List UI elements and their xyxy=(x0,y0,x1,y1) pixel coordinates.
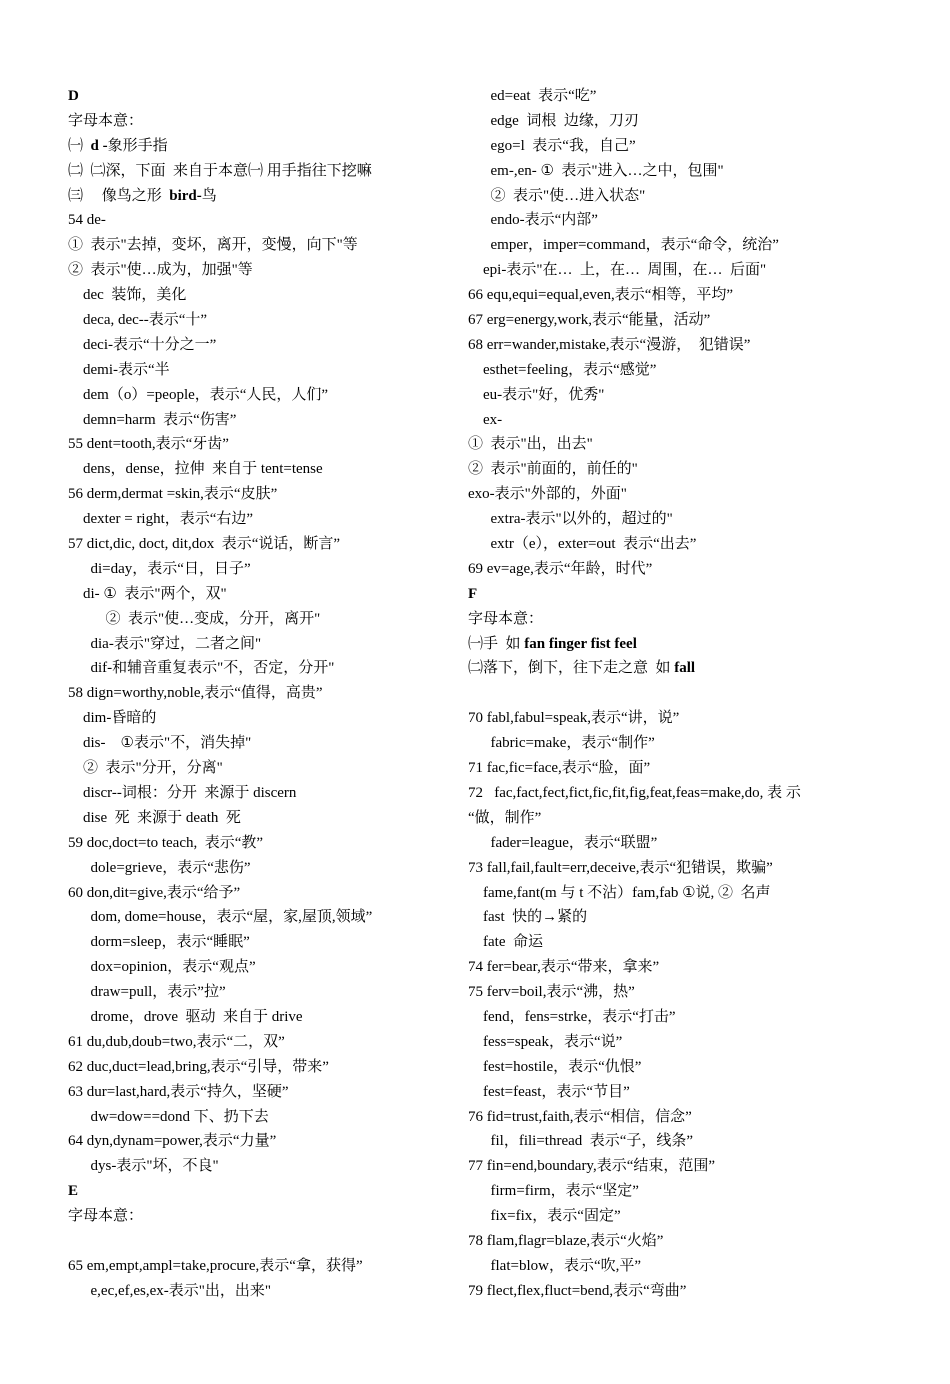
entry-line: 59 doc,doct=to teach, 表示“教” xyxy=(68,834,264,851)
entry-line: dens，dense，拉伸 来自于 tent=tense xyxy=(68,461,323,478)
entry-line xyxy=(68,184,468,209)
entry-line: dif-和辅音重复表示"不，否定，分开" xyxy=(68,660,335,677)
entry-line: 57 dict,dic, doct, dit,dox 表示“说话，断言” xyxy=(68,536,341,553)
entry-line: dw=dow==dond 下、扔下去 xyxy=(68,1108,269,1125)
entry-line: extr（e），exter=out 表示“出去” xyxy=(468,536,697,553)
entry-line: 68 err=wander,mistake,表示“漫游， 犯错误” xyxy=(468,336,751,353)
blank-line xyxy=(68,1229,468,1254)
entry-line: 74 fer=bear,表示“带来，拿来” xyxy=(468,959,660,976)
entry-line: dia-表示"穿过，二者之间" xyxy=(68,635,262,652)
entry-line: fader=league，表示“联盟” xyxy=(468,834,658,851)
entry-line: 56 derm,dermat =skin,表示“皮肤” xyxy=(68,486,278,503)
entry-line: fast 快的→紧的 xyxy=(468,909,588,926)
entry-line: 61 du,dub,doub=two,表示“二，双” xyxy=(68,1033,285,1050)
entry-line: “做，制作” xyxy=(468,809,542,826)
entry-text-tail: 象形手指 xyxy=(107,137,168,154)
entry-line: 字母本意： xyxy=(68,112,144,129)
entry-line: 66 equ,equi=equal,even,表示“相等，平均” xyxy=(468,287,734,304)
entry-line: ② 表示"使…变成，分开，离开" xyxy=(68,610,321,627)
entry-line: 63 dur=last,hard,表示“持久，坚硬” xyxy=(68,1083,289,1100)
entry-line: dem（o）=people，表示“人民，人们” xyxy=(68,386,329,403)
entry-line: dox=opinion，表示“观点” xyxy=(68,959,256,976)
entry-line: ex- xyxy=(468,411,503,428)
entry-line: deci-表示“十分之一” xyxy=(68,336,217,353)
entry-text: ㈠ xyxy=(68,137,91,154)
entry-line: 55 dent=tooth,表示“牙齿” xyxy=(68,436,229,453)
entry-line: di- ① 表示"两个，双" xyxy=(68,585,227,602)
entry-line: fest=feast，表示“节目” xyxy=(468,1083,630,1100)
entry-line: 70 fabl,fabul=speak,表示“讲，说” xyxy=(468,710,680,727)
entry-line: 76 fid=trust,faith,表示“相信，信念” xyxy=(468,1108,692,1125)
entry-text: ㈠手 如 xyxy=(468,635,525,652)
entry-line: fabric=make，表示“制作” xyxy=(468,735,655,752)
entry-line: e,ec,ef,es,ex-表示"出，出来" xyxy=(68,1282,272,1299)
entry-text-tail: 鸟 xyxy=(201,187,217,204)
bold-example: bird- xyxy=(169,187,202,204)
entry-line xyxy=(68,134,468,159)
entry-line: fame,fant(m 与 t 不沾）fam,fab ①说, ② 名声 xyxy=(468,884,771,901)
entry-line: dexter = right，表示“右边” xyxy=(68,511,254,528)
left-column xyxy=(68,84,468,1304)
bold-example: fan finger fist feel xyxy=(524,635,637,652)
entry-line: em-,en- ① 表示"进入…之中，包围" xyxy=(468,162,724,179)
entry-line: emper，imper=command，表示“命令，统治” xyxy=(468,237,779,254)
entry-text: ㈢ 像鸟之形 xyxy=(68,187,170,204)
entry-line: di=day，表示“日，日子” xyxy=(68,560,251,577)
entry-line: 62 duc,duct=lead,bring,表示“引导，带来” xyxy=(68,1058,329,1075)
entry-line: 64 dyn,dynam=power,表示“力量” xyxy=(68,1133,277,1150)
entry-line: flat=blow，表示“吹,平” xyxy=(468,1257,642,1274)
entry-line: draw=pull，表示”拉” xyxy=(68,984,226,1001)
entry-line: ② 表示"使…成为，加强"等 xyxy=(68,262,253,279)
bold-example: d - xyxy=(90,137,108,154)
section-letter: D xyxy=(68,88,79,104)
entry-line: ed=eat 表示“吃” xyxy=(468,88,597,104)
entry-line: 65 em,empt,ampl=take,procure,表示“拿，获得” xyxy=(68,1257,363,1274)
entry-line: 60 don,dit=give,表示“给予” xyxy=(68,884,241,901)
entry-line: demn=harm 表示“伤害” xyxy=(68,411,237,428)
entry-line: edge 词根 边缘，刀刃 xyxy=(468,112,639,129)
section-letter: E xyxy=(68,1183,79,1200)
section-letter: F xyxy=(468,585,478,602)
entry-line: 78 flam,flagr=blaze,表示“火焰” xyxy=(468,1232,664,1249)
entry-line: dom, dome=house，表示“屋，家,屋顶,领域” xyxy=(68,909,373,926)
entry-line: 71 fac,fic=face,表示“脸，面” xyxy=(468,760,651,777)
entry-line: dis- ①表示"不，消失掉" xyxy=(68,735,252,752)
entry-line: dim-昏暗的 xyxy=(68,710,157,727)
entry-line: ② 表示"分开，分离" xyxy=(68,760,223,777)
entry-line: ① 表示"出，出去" xyxy=(468,436,593,453)
entry-line: ㈡ ㈡深，下面 来自于本意㈠ 用手指往下挖嘛 xyxy=(68,162,372,179)
entry-line: 字母本意： xyxy=(468,610,544,627)
entry-line: fess=speak，表示“说” xyxy=(468,1033,623,1050)
entry-line: endo-表示“内部” xyxy=(468,212,598,229)
entry-line: dole=grieve，表示“悲伤” xyxy=(68,859,251,876)
entry-line xyxy=(468,632,898,657)
entry-text: ㈡落下，倒下，往下走之意 如 xyxy=(468,660,675,677)
entry-line: drome，drove 驱动 来自于 drive xyxy=(68,1008,303,1025)
entry-line: discr--词根：分开 来源于 discern xyxy=(68,784,297,801)
blank-line xyxy=(468,681,898,706)
entry-line: dise 死 来源于 death 死 xyxy=(68,809,241,826)
entry-line: dorm=sleep，表示“睡眠” xyxy=(68,934,250,951)
entry-line: 67 erg=energy,work,表示“能量，活动” xyxy=(468,312,711,329)
entry-line: esthet=feeling，表示“感觉” xyxy=(468,361,657,378)
entry-line: fix=fix，表示“固定” xyxy=(468,1208,621,1225)
entry-line: 54 de- xyxy=(68,212,106,229)
entry-line: 73 fall,fail,fault=err,deceive,表示“犯错误，欺骗” xyxy=(468,859,773,876)
bold-example: fall xyxy=(674,660,696,677)
entry-line: deca, dec--表示“十” xyxy=(68,312,208,329)
entry-line: 77 fin=end,boundary,表示“结束，范围” xyxy=(468,1158,716,1175)
entry-line: 69 ev=age,表示“年龄，时代” xyxy=(468,560,653,577)
entry-line: 79 flect,flex,fluct=bend,表示“弯曲” xyxy=(468,1282,687,1299)
entry-line: dys-表示"坏，不良" xyxy=(68,1158,219,1175)
entry-line: fil，fili=thread 表示“子，线条” xyxy=(468,1133,694,1150)
entry-line: firm=firm，表示“坚定” xyxy=(468,1183,639,1200)
entry-line: ② 表示"前面的，前任的" xyxy=(468,461,638,478)
entry-line: ① 表示"去掉，变坏，离开，变慢，向下"等 xyxy=(68,237,358,254)
entry-line: fend，fens=strke，表示“打击” xyxy=(468,1008,676,1025)
entry-line: demi-表示“半 xyxy=(68,361,170,378)
entry-line xyxy=(468,656,898,681)
entry-line: ego=l 表示“我，自己” xyxy=(468,137,636,154)
entry-line: 72 fac,fact,fect,fict,fic,fit,fig,feat,feas=make,do, 表 示 xyxy=(468,784,801,801)
entry-line: extra-表示"以外的，超过的" xyxy=(468,511,673,528)
entry-line: 75 ferv=boil,表示“沸，热” xyxy=(468,984,635,1001)
right-column xyxy=(468,84,898,1304)
entry-line: fest=hostile，表示“仇恨” xyxy=(468,1058,642,1075)
entry-line: 58 dign=worthy,noble,表示“值得，高贵” xyxy=(68,685,323,702)
entry-line: fate 命运 xyxy=(468,934,543,951)
entry-line: epi-表示"在… 上，在… 周围，在… 后面" xyxy=(468,262,767,279)
entry-line: 字母本意： xyxy=(68,1208,144,1225)
entry-line: dec 装饰，美化 xyxy=(68,287,187,304)
entry-line: exo-表示"外部的，外面" xyxy=(468,486,627,503)
entry-line: ② 表示"使…进入状态" xyxy=(468,187,646,204)
entry-line: eu-表示"好，优秀" xyxy=(468,386,605,403)
